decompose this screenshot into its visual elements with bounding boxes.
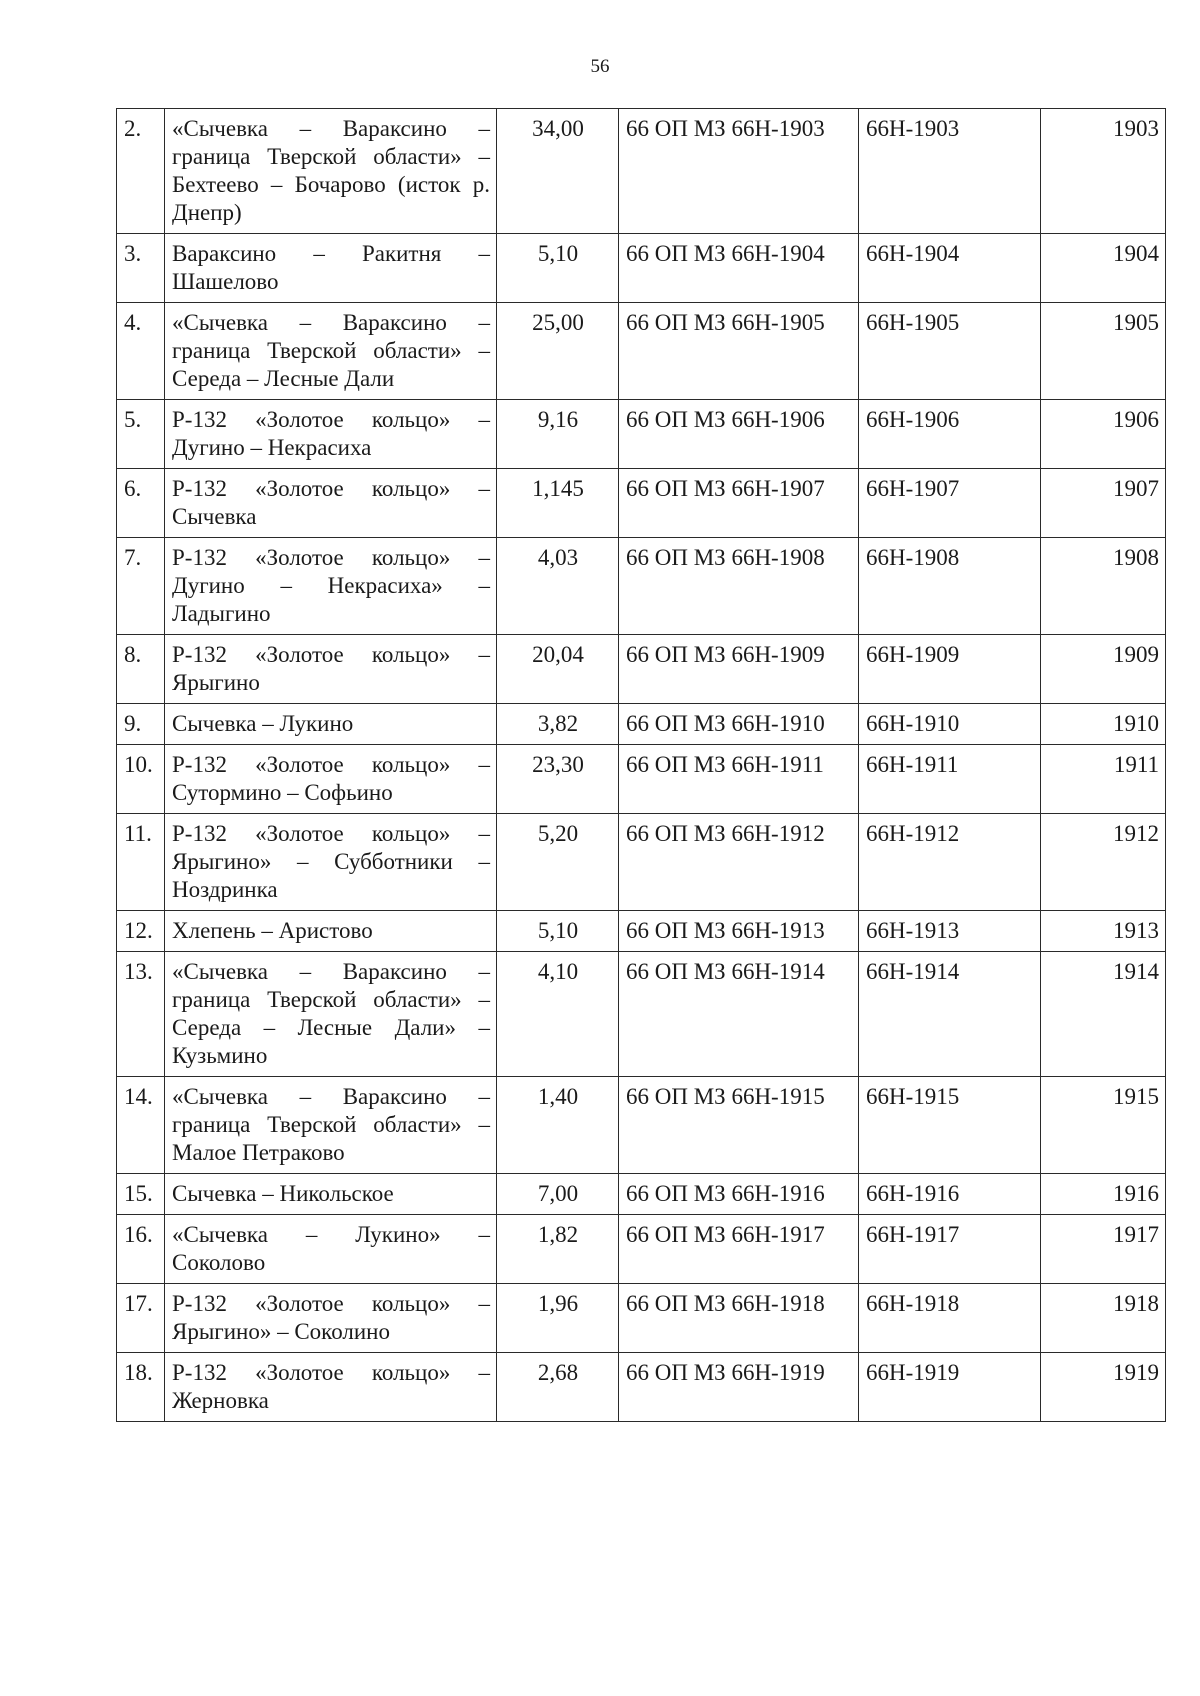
road-short-code-cell: 66Н-1903 <box>859 109 1041 234</box>
table-row <box>117 1215 1166 1284</box>
road-id-cell: 1909 <box>1041 635 1166 704</box>
table-row <box>117 400 1166 469</box>
road-id-cell: 1915 <box>1041 1077 1166 1174</box>
row-number-cell: 2. <box>117 109 165 234</box>
road-length-cell: 4,03 <box>497 538 619 635</box>
road-short-code-cell: 66Н-1914 <box>859 952 1041 1077</box>
road-id-cell: 1916 <box>1041 1174 1166 1215</box>
road-id-cell: 1919 <box>1041 1353 1166 1422</box>
road-code-cell: 66 ОП МЗ 66Н-1904 <box>619 234 859 303</box>
row-number-cell: 7. <box>117 538 165 635</box>
road-id-cell: 1913 <box>1041 911 1166 952</box>
road-short-code-cell: 66Н-1910 <box>859 704 1041 745</box>
table-row <box>117 538 1166 635</box>
road-short-code-cell: 66Н-1905 <box>859 303 1041 400</box>
road-length-cell: 1,82 <box>497 1215 619 1284</box>
row-number-cell: 11. <box>117 814 165 911</box>
road-short-code-cell: 66Н-1909 <box>859 635 1041 704</box>
row-number-cell: 14. <box>117 1077 165 1174</box>
table-row <box>117 911 1166 952</box>
road-id-cell: 1910 <box>1041 704 1166 745</box>
road-length-cell: 5,10 <box>497 234 619 303</box>
road-id-cell: 1917 <box>1041 1215 1166 1284</box>
road-code-cell: 66 ОП МЗ 66Н-1919 <box>619 1353 859 1422</box>
road-name-cell: Сычевка – Никольское <box>165 1174 497 1215</box>
road-short-code-cell: 66Н-1915 <box>859 1077 1041 1174</box>
road-length-cell: 7,00 <box>497 1174 619 1215</box>
table-row <box>117 469 1166 538</box>
row-number-cell: 9. <box>117 704 165 745</box>
table-row <box>117 303 1166 400</box>
road-code-cell: 66 ОП МЗ 66Н-1905 <box>619 303 859 400</box>
road-name-cell: Р-132 «Золотое кольцо» – Сутормино – Софьино <box>165 745 497 814</box>
table-row <box>117 1077 1166 1174</box>
road-length-cell: 1,96 <box>497 1284 619 1353</box>
page-number: 56 <box>590 56 610 77</box>
road-length-cell: 5,10 <box>497 911 619 952</box>
road-short-code-cell: 66Н-1906 <box>859 400 1041 469</box>
road-name-cell: «Сычевка – Вараксино – граница Тверской области» – Середа – Лесные Дали <box>165 303 497 400</box>
row-number-cell: 4. <box>117 303 165 400</box>
road-code-cell: 66 ОП МЗ 66Н-1909 <box>619 635 859 704</box>
road-code-cell: 66 ОП МЗ 66Н-1912 <box>619 814 859 911</box>
table-row <box>117 1174 1166 1215</box>
road-name-cell: Сычевка – Лукино <box>165 704 497 745</box>
road-name-cell: Хлепень – Аристово <box>165 911 497 952</box>
table-row <box>117 814 1166 911</box>
row-number-cell: 8. <box>117 635 165 704</box>
road-name-cell: «Сычевка – Вараксино – граница Тверской области» – Середа – Лесные Дали» – Кузьмино <box>165 952 497 1077</box>
road-length-cell: 2,68 <box>497 1353 619 1422</box>
road-length-cell: 5,20 <box>497 814 619 911</box>
row-number-cell: 13. <box>117 952 165 1077</box>
road-short-code-cell: 66Н-1916 <box>859 1174 1041 1215</box>
road-length-cell: 34,00 <box>497 109 619 234</box>
road-short-code-cell: 66Н-1913 <box>859 911 1041 952</box>
road-short-code-cell: 66Н-1907 <box>859 469 1041 538</box>
road-code-cell: 66 ОП МЗ 66Н-1908 <box>619 538 859 635</box>
road-name-cell: Р-132 «Золотое кольцо» – Сычевка <box>165 469 497 538</box>
road-length-cell: 25,00 <box>497 303 619 400</box>
road-code-cell: 66 ОП МЗ 66Н-1910 <box>619 704 859 745</box>
road-id-cell: 1918 <box>1041 1284 1166 1353</box>
road-short-code-cell: 66Н-1911 <box>859 745 1041 814</box>
road-id-cell: 1911 <box>1041 745 1166 814</box>
road-length-cell: 23,30 <box>497 745 619 814</box>
road-short-code-cell: 66Н-1912 <box>859 814 1041 911</box>
road-name-cell: «Сычевка – Лукино» – Соколово <box>165 1215 497 1284</box>
road-name-cell: Р-132 «Золотое кольцо» – Дугино – Некрасиха <box>165 400 497 469</box>
road-name-cell: Р-132 «Золотое кольцо» – Дугино – Некрасиха» – Ладыгино <box>165 538 497 635</box>
row-number-cell: 17. <box>117 1284 165 1353</box>
road-code-cell: 66 ОП МЗ 66Н-1914 <box>619 952 859 1077</box>
table-row <box>117 109 1166 234</box>
row-number-cell: 18. <box>117 1353 165 1422</box>
row-number-cell: 3. <box>117 234 165 303</box>
roads-table <box>116 108 1166 1422</box>
table-row <box>117 1353 1166 1422</box>
road-short-code-cell: 66Н-1904 <box>859 234 1041 303</box>
road-length-cell: 9,16 <box>497 400 619 469</box>
row-number-cell: 5. <box>117 400 165 469</box>
table-row <box>117 1284 1166 1353</box>
road-name-cell: Р-132 «Золотое кольцо» – Ярыгино» – Субботники – Ноздринка <box>165 814 497 911</box>
road-name-cell: «Сычевка – Вараксино – граница Тверской области» – Малое Петраково <box>165 1077 497 1174</box>
road-short-code-cell: 66Н-1908 <box>859 538 1041 635</box>
road-length-cell: 3,82 <box>497 704 619 745</box>
row-number-cell: 10. <box>117 745 165 814</box>
road-code-cell: 66 ОП МЗ 66Н-1906 <box>619 400 859 469</box>
table-row <box>117 745 1166 814</box>
road-id-cell: 1905 <box>1041 303 1166 400</box>
table-row <box>117 635 1166 704</box>
table-row <box>117 952 1166 1077</box>
road-id-cell: 1906 <box>1041 400 1166 469</box>
road-code-cell: 66 ОП МЗ 66Н-1916 <box>619 1174 859 1215</box>
row-number-cell: 15. <box>117 1174 165 1215</box>
table-row <box>117 704 1166 745</box>
road-length-cell: 1,145 <box>497 469 619 538</box>
table-row <box>117 234 1166 303</box>
road-code-cell: 66 ОП МЗ 66Н-1917 <box>619 1215 859 1284</box>
road-id-cell: 1908 <box>1041 538 1166 635</box>
road-code-cell: 66 ОП МЗ 66Н-1913 <box>619 911 859 952</box>
road-length-cell: 4,10 <box>497 952 619 1077</box>
road-code-cell: 66 ОП МЗ 66Н-1915 <box>619 1077 859 1174</box>
road-name-cell: Р-132 «Золотое кольцо» – Ярыгино <box>165 635 497 704</box>
road-code-cell: 66 ОП МЗ 66Н-1907 <box>619 469 859 538</box>
road-name-cell: Вараксино – Ракитня – Шашелово <box>165 234 497 303</box>
road-name-cell: «Сычевка – Вараксино – граница Тверской области» – Бехтеево – Бочарово (исток р. Днепр) <box>165 109 497 234</box>
row-number-cell: 12. <box>117 911 165 952</box>
road-length-cell: 1,40 <box>497 1077 619 1174</box>
roads-table-body <box>117 109 1166 1422</box>
road-short-code-cell: 66Н-1918 <box>859 1284 1041 1353</box>
road-name-cell: Р-132 «Золотое кольцо» – Жерновка <box>165 1353 497 1422</box>
road-length-cell: 20,04 <box>497 635 619 704</box>
road-id-cell: 1904 <box>1041 234 1166 303</box>
road-short-code-cell: 66Н-1917 <box>859 1215 1041 1284</box>
row-number-cell: 16. <box>117 1215 165 1284</box>
road-name-cell: Р-132 «Золотое кольцо» – Ярыгино» – Соколино <box>165 1284 497 1353</box>
road-id-cell: 1907 <box>1041 469 1166 538</box>
road-id-cell: 1903 <box>1041 109 1166 234</box>
road-id-cell: 1914 <box>1041 952 1166 1077</box>
road-code-cell: 66 ОП МЗ 66Н-1903 <box>619 109 859 234</box>
row-number-cell: 6. <box>117 469 165 538</box>
road-code-cell: 66 ОП МЗ 66Н-1911 <box>619 745 859 814</box>
road-short-code-cell: 66Н-1919 <box>859 1353 1041 1422</box>
road-code-cell: 66 ОП МЗ 66Н-1918 <box>619 1284 859 1353</box>
road-id-cell: 1912 <box>1041 814 1166 911</box>
